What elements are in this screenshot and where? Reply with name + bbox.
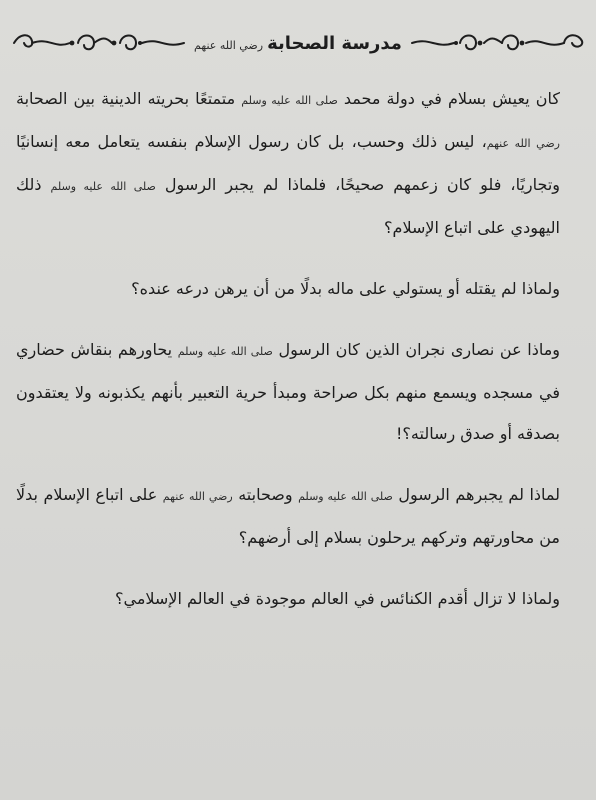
paragraph-text: لماذا لم يجبرهم الرسول [392,485,561,504]
honorific-phrase: صلى الله عليه وسلم [298,490,393,503]
paragraph [16,474,560,558]
honorific-phrase: صلى الله عليه وسلم [241,94,338,107]
right-ornament-icon [408,27,586,59]
paragraph-text: وماذا عن نصارى نجران الذين كان الرسول [272,340,561,359]
paragraph-text: ولماذا لم يقتله أو يستولي على ماله بدلًا من أن يرهن درعه عنده؟ [131,279,560,298]
honorific-phrase: صلى الله عليه وسلم [177,345,273,358]
paragraph-text: يحاورهم بنقاش حضاري في مسجده ويسمع منهم بكل صراحة ومبدأ حرية التعبير بأنهم يكذبونه ولا يعتقدون بصدقه أو صدق رسالته؟! [16,340,560,443]
paragraph-text: كان يعيش بسلام في دولة محمد [337,89,561,108]
paragraph-text: ، ليس ذلك وحسب، بل كان رسول الإسلام بنفسه يتعامل معه إنسانيًا وتجاريًا، فلو كان زعمهم صحيحًا، فلماذا لم يجبر الرسول [16,132,560,194]
paragraph [16,578,560,619]
honorific-phrase: رضي الله عنهم [162,490,233,503]
title-honorific: رضي الله عنهم [194,38,264,52]
article-body [16,78,560,639]
page-title-text: مدرسة الصحابة [267,32,402,54]
paragraph-text: وصحابته [232,485,299,504]
paragraph-text: متمتعًا بحريته الدينية بين الصحابة [16,89,242,108]
paragraph-text: على اتباع الإسلام بدلًا من محاورتهم وتركهم يرحلون بسلام إلى أرضهم؟ [16,485,560,547]
page-title [188,33,408,54]
paragraph [16,268,560,309]
page-header [10,26,586,60]
paragraph-text: ولماذا لا تزال أقدم الكنائس في العالم موجودة في العالم الإسلامي؟ [114,589,560,608]
honorific-phrase: رضي الله عنهم [486,137,560,150]
honorific-phrase: صلى الله عليه وسلم [50,180,156,193]
paragraph [16,78,560,248]
paragraph-text: ذلك اليهودي على اتباع الإسلام؟ [16,175,560,237]
paragraph [16,329,560,454]
left-ornament-icon [10,27,188,59]
